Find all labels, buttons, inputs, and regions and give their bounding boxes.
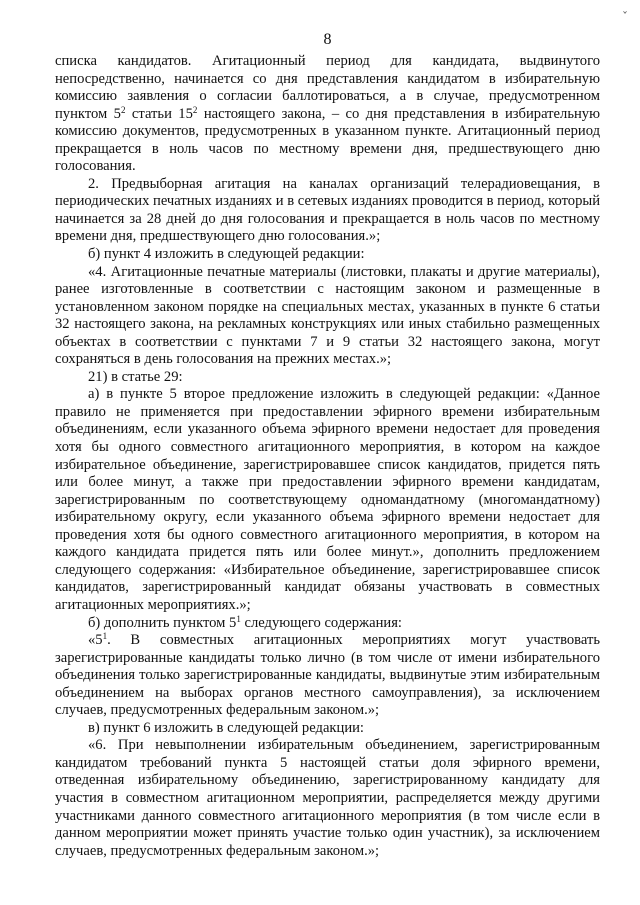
paragraph-text: б) пункт 4 изложить в следующей редакции:: [88, 246, 365, 263]
paragraph: [55, 737, 600, 860]
paragraph: [55, 246, 600, 264]
paragraph: [55, 386, 600, 614]
paragraph-text: статьи 15: [125, 105, 193, 122]
document-page: [55, 30, 600, 860]
paragraph-text: б) дополнить пунктом 5: [88, 614, 237, 631]
paragraph: [55, 264, 600, 369]
document-body: [55, 53, 600, 860]
paragraph-text: настоящего закона, – со дня представления в избирательную комиссию документов, предусмотренных в указанном пункте. Агитационный период прекращается в ноль часов по местному времени дня, предшествующего дню голосования.: [55, 105, 600, 175]
page-number: 8: [323, 31, 332, 48]
paragraph: [55, 720, 600, 738]
paragraph-text: следующего содержания:: [240, 614, 402, 631]
superscript: 1: [236, 613, 241, 624]
paragraph: [55, 53, 600, 176]
paragraph: [55, 632, 600, 720]
superscript: 2: [192, 104, 198, 115]
paragraph-text: «4. Агитационные печатные материалы (листовки, плакаты и другие материалы), ранее изготовленные в соответствии с настоящим законом и размещенные в установленном законом порядке на специальных местах, указанных в пункте 6 статьи 32 настоящего закона, на рекламных конструкциях или иных стабильно размещенных объектах в соответствии с пунктами 7 и 9 статьи 32 настоящего закона, могут сохраняться в день голосования на прежних местах.»;: [55, 263, 600, 368]
scan-corner-mark: ˇ: [622, 10, 628, 24]
paragraph-text: в) пункт 6 изложить в следующей редакции:: [88, 719, 364, 736]
paragraph-text: списка кандидатов. Агитационный период для кандидата, выдвинутого непосредственно, начинается со дня представления кандидатом в избирательную комиссию заявления о согласии баллотироваться, а в случае, предусмотренном пунктом 5: [55, 53, 600, 122]
paragraph: [55, 615, 600, 633]
paragraph-text: 2. Предвыборная агитация на каналах организаций телерадиовещания, в периодических печатных изданиях и в сетевых изданиях проводится в период, который начинается за 28 дней до дня голосования и прекращается в ноль часов по местному времени дня, предшествующего дню голосования.»;: [55, 175, 600, 245]
superscript: 2: [120, 104, 126, 115]
paragraph-text: а) в пункте 5 второе предложение изложить в следующей редакции: «Данное правило не применяется при предоставлении эфирного времени избирательным объединениям, если указанного объема эфирного времени недостает для проведения хотя бы одного совместного агитационного мероприятия, в котором на каждое избирательное объединение, зарегистрировавшее список кандидатов, придется пять или более минут, а также при предоставлении эфирного времени кандидатам, зарегистрированным по соответствующему одномандатному (многомандатному) избирательному округу, если указанного объема эфирного времени недостает для проведения хотя бы одного совместного агитационного мероприятия, в котором на каждого кандидата придется пять или более минут.», дополнить предложением следующего содержания: «Избирательное объединение, зарегистрировавшее список кандидатов, зарегистрированный кандидат обязаны участвовать в совместных агитационных мероприятиях.»;: [55, 386, 600, 613]
paragraph-text: «6. При невыполнении избирательным объединением, зарегистрированным кандидатом требований пункта 5 настоящей статьи доля эфирного времени, отведенная избирательному объединению, зарегистрированному кандидату для участия в совместном агитационном мероприятии, распределяется между другими участниками данного совместного агитационного мероприятия (в том числе если в данном мероприятии может принять участие только один участник), за исключением случаев, предусмотренных федеральным законом.»;: [55, 737, 600, 859]
paragraph-text: 21) в статье 29:: [88, 368, 183, 385]
paragraph-text: «5: [88, 632, 103, 649]
paragraph: [55, 369, 600, 387]
paragraph: [55, 176, 600, 246]
paragraph-text: . В совместных агитационных мероприятиях могут участвовать зарегистрированные кандидаты только лично (в том числе от имени избирательного объединения только зарегистрированные кандидаты, выдвинутые этим избирательным объединением на выборах органов местного самоуправления), за исключением случаев, предусмотренных федеральным законом.»;: [55, 632, 600, 719]
superscript: 1: [102, 631, 108, 642]
